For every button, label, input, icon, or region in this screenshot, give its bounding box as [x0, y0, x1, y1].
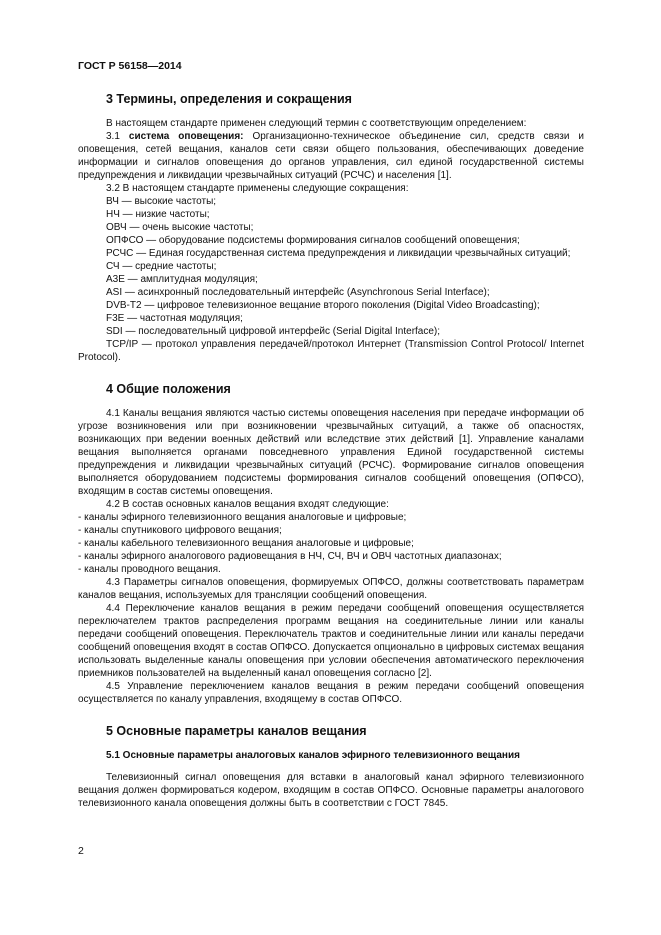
paragraph-4-4: 4.4 Переключение каналов вещания в режим передачи сообщений оповещения осуществляется переключателем трактов распределения программ вещания на соединительные линии или каналы передачи сообщений оповещения. Переключатель трактов и соединительные линии или каналы передачи сообщений оповещения входят в состав ОПФСО. Допускается опционально в цифровых системах вещания использовать выделенные каналы оповещения при условии обеспечения автоматического переключения приемников пользователей на выделенный канал оповещения согласно [2].: [78, 603, 584, 679]
term-definition: [78, 130, 584, 182]
paragraph-4-3: 4.3 Параметры сигналов оповещения, формируемых ОПФСО, должны соответствовать параметрам каналов вещания, используемых для трансляции сообщений оповещения.: [78, 577, 584, 601]
abbreviation-item: РСЧС — Единая государственная система предупреждения и ликвидации чрезвычайных ситуаций;: [106, 248, 571, 259]
paragraph-4-2-intro: 4.2 В состав основных каналов вещания входят следующие:: [106, 499, 389, 510]
section-5-title: 5 Основные параметры каналов вещания: [106, 724, 367, 738]
abbreviation-item: СЧ — средние частоты;: [106, 261, 217, 272]
channel-list-item: - каналы эфирного аналогового радиовещания в НЧ, СЧ, ВЧ и ОВЧ частотных диапазонах;: [78, 551, 502, 562]
abbreviation-item: F3E — частотная модуляция;: [106, 313, 243, 324]
channel-list: [78, 511, 584, 576]
abbreviation-item: ОВЧ — очень высокие частоты;: [106, 222, 254, 233]
abbreviation-item: SDI — последовательный цифровой интерфейс (Serial Digital Interface);: [106, 326, 441, 337]
channel-list-item: - каналы спутникового цифрового вещания;: [78, 525, 282, 536]
abbreviation-item: DVB-T2 — цифровое телевизионное вещание второго поколения (Digital Video Broadcasting);: [106, 300, 540, 311]
document-body: [78, 92, 584, 810]
abbreviation-item: А3Е — амплитудная модуляция;: [106, 274, 258, 285]
abbreviations-intro: 3.2 В настоящем стандарте применены следующие сокращения:: [106, 183, 409, 194]
term-text: Организационно-техническое объединение сил, средств связи и оповещения, сетей вещания, каналов сети связи общего пользования, обеспечивающих доведение информации и сигналов оповещения до органов управления, сил единой государственной системы предупреждения и ликвидации чрезвычайных ситуаций (РСЧС) и населения [1].: [78, 131, 584, 181]
paragraph-4-5: 4.5 Управление переключением каналов вещания в режим передачи сообщений оповещения осуществляется по каналу управления, входящему в состав ОПФСО.: [78, 681, 584, 705]
channel-list-item: - каналы кабельного телевизионного вещания аналоговые и цифровые;: [78, 538, 414, 549]
page-number: 2: [78, 845, 84, 857]
channel-list-item: - каналы эфирного телевизионного вещания аналоговые и цифровые;: [78, 512, 407, 523]
term-name: система оповещения:: [128, 131, 244, 142]
abbreviation-item: TCP/IP — протокол управления передачей/протокол Интернет (Transmission Control Protocol/ Internet Protocol).: [78, 339, 584, 363]
section-3-intro: В настоящем стандарте применен следующий термин с соответствующим определением:: [106, 118, 527, 129]
abbreviation-item: ASI — асинхронный последовательный интерфейс (Asynchronous Serial Interface);: [106, 287, 490, 298]
section-4-title: 4 Общие положения: [106, 382, 231, 396]
document-header: ГОСТ Р 56158—2014: [78, 60, 182, 72]
paragraph-5-1: Телевизионный сигнал оповещения для вставки в аналоговый канал эфирного телевизионного вещания должен формироваться кодером, входящим в состав ОПФСО. Основные параметры аналогового телевизионного канала оповещения должны быть в соответствии с ГОСТ 7845.: [78, 772, 584, 809]
abbreviation-list: [78, 195, 584, 364]
abbreviation-item: НЧ — низкие частоты;: [106, 209, 210, 220]
subsection-5-1-title: 5.1 Основные параметры аналоговых каналов эфирного телевизионного вещания: [106, 750, 520, 761]
channel-list-item: - каналы проводного вещания.: [78, 564, 221, 575]
section-3-title: 3 Термины, определения и сокращения: [106, 92, 352, 106]
abbreviation-item: ОПФСО — оборудование подсистемы формирования сигналов сообщений оповещения;: [106, 235, 520, 246]
term-number: 3.1: [106, 131, 120, 142]
paragraph-4-1: 4.1 Каналы вещания являются частью системы оповещения населения при передаче информации об угрозе возникновения или при возникновении чрезвычайных ситуаций, а также об опасностях, возникающих при ведении военных действий или вследствие этих действий [1]. Управление каналами вещания выполняется органами повседневного управления Единой государственной системы предупреждения и ликвидации чрезвычайных ситуаций (РСЧС). Формирование сигналов оповещения выполняется оборудованием подсистемы формирования сигналов сообщений оповещения (ОПФСО), входящим в состав системы оповещения.: [78, 408, 584, 497]
abbreviation-item: ВЧ — высокие частоты;: [106, 196, 217, 207]
